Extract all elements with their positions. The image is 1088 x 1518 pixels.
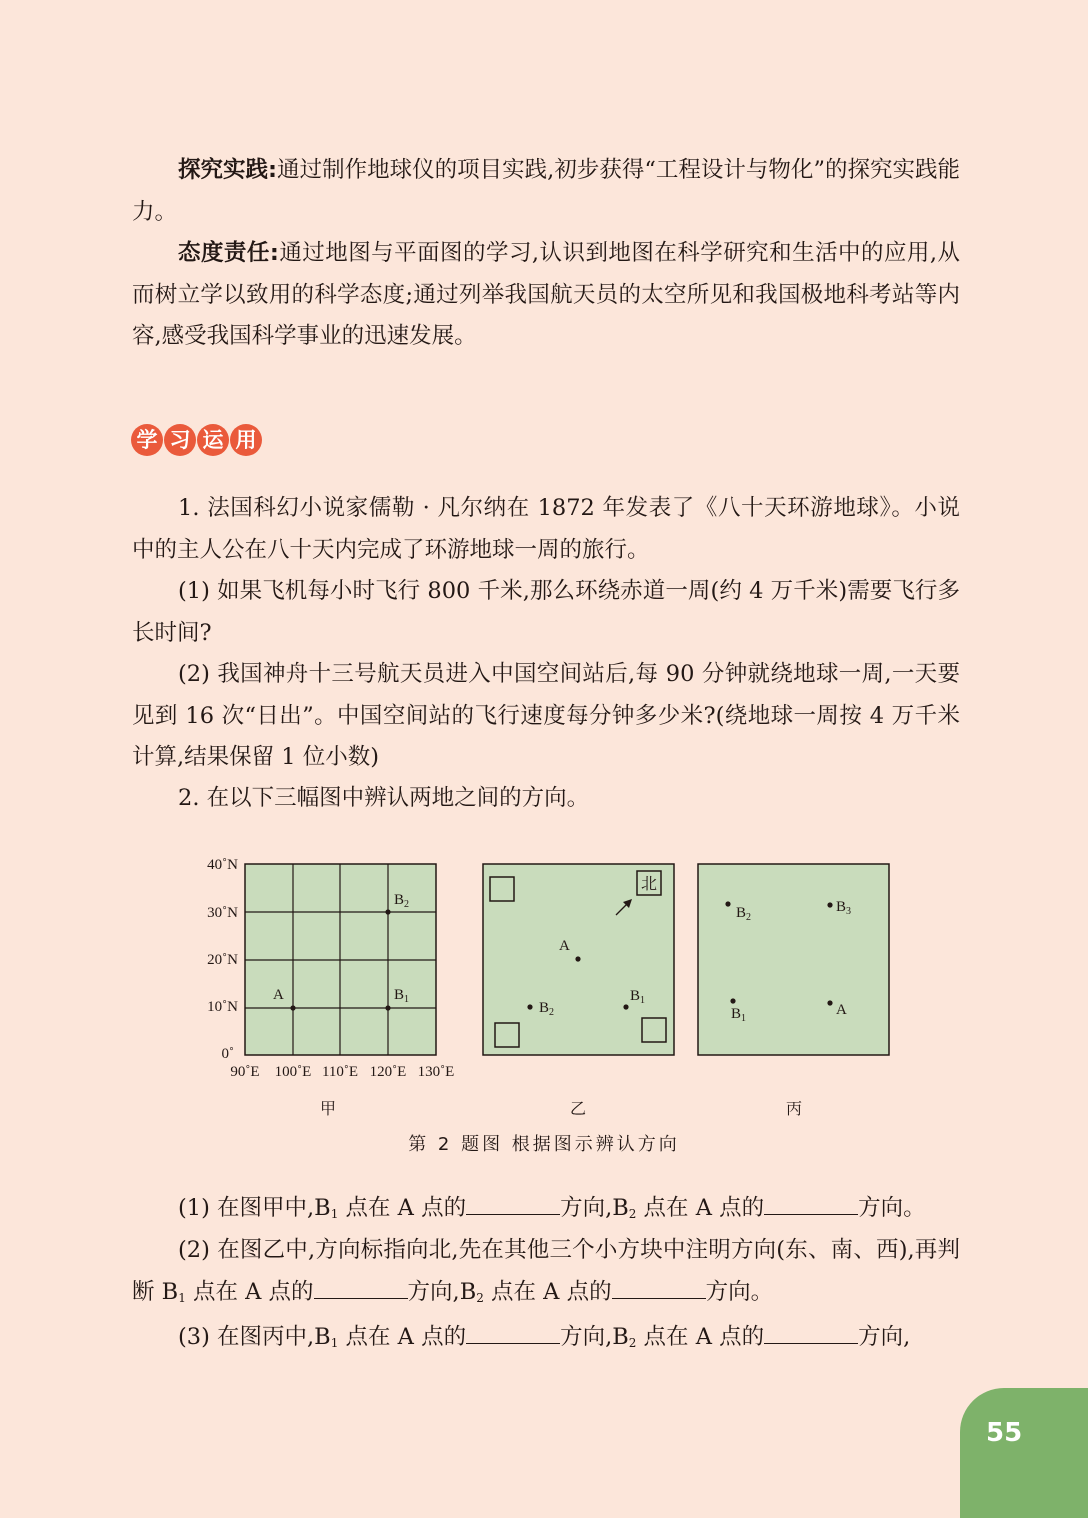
- question-1-part-1: (1) 如果飞机每小时飞行 800 千米,那么环绕赤道一周(约 4 万千米)需要飞行多长时间?: [132, 578, 960, 646]
- q2-p1-text: 点在 A 点的: [338, 1195, 467, 1221]
- north-label: 北: [640, 874, 658, 893]
- label-b: B: [394, 892, 405, 908]
- practice-title: 探究实践:: [178, 157, 278, 183]
- point-b2-yi: [527, 1004, 532, 1009]
- lat-label: 30˚N: [207, 905, 238, 921]
- point-b2-jia: [385, 909, 390, 914]
- panel-jia: [207, 857, 454, 1080]
- lon-label: 110˚E: [321, 1064, 359, 1080]
- section-heading-badge: [131, 424, 262, 456]
- q2-p2-text: 方向。: [705, 1278, 774, 1305]
- practice-text: 通过制作地球仪的项目实践,初步获得“工程设计与物化”的探究实践能力。: [132, 157, 960, 225]
- subscript: 1: [178, 1290, 186, 1305]
- answer-blank[interactable]: [764, 1192, 858, 1215]
- point-a-jia: [290, 1005, 295, 1010]
- q2-p2-text: 点在 A 点的: [483, 1278, 612, 1305]
- q2-p2-text: 方向,B: [407, 1278, 477, 1305]
- question-1-stem: 1. 法国科幻小说家儒勒 · 凡尔纳在 1872 年发表了《八十天环游地球》。小说中的主人公在八十天内完成了环游地球一周的旅行。: [132, 495, 960, 563]
- lat-label: 10˚N: [207, 999, 238, 1015]
- question-2-part-3: [132, 1317, 960, 1365]
- q2-p1-text: 方向。: [858, 1195, 926, 1221]
- lon-label: 90˚E: [230, 1064, 260, 1080]
- lon-label: 120˚E: [369, 1064, 407, 1080]
- q2-p3-text: 点在 A 点的: [636, 1324, 765, 1350]
- lat-label: 0˚: [221, 1046, 234, 1062]
- label-sub: 1: [640, 995, 646, 1006]
- label-a-yi: A: [559, 938, 570, 954]
- point-b1-jia: [385, 1005, 390, 1010]
- q2-p1-text: (1) 在图甲中,B: [178, 1195, 331, 1221]
- attitude-title: 态度责任:: [178, 240, 279, 266]
- label-b: B: [736, 905, 747, 921]
- q2-p2-text: 点在 A 点的: [185, 1278, 314, 1305]
- answer-blank[interactable]: [612, 1276, 706, 1299]
- answer-blank[interactable]: [314, 1276, 408, 1299]
- subscript: 1: [330, 1207, 339, 1221]
- label-a-bing: A: [836, 1002, 847, 1018]
- figure-svg: [0, 840, 1088, 1080]
- badge-char: 运: [197, 424, 229, 456]
- direction-figure: [0, 840, 1088, 1080]
- subscript: 2: [476, 1290, 484, 1305]
- q2-p3-text: 点在 A 点的: [338, 1324, 467, 1350]
- question-2-part-2: [132, 1230, 960, 1319]
- label-sub: 2: [404, 899, 410, 910]
- label-b: B: [731, 1006, 742, 1022]
- page-number: 55: [986, 1418, 1023, 1448]
- answer-blank[interactable]: [466, 1321, 560, 1344]
- figure-caption: 第 2 题图 根据图示辨认方向: [408, 1134, 680, 1155]
- lat-label: 40˚N: [207, 857, 238, 873]
- answer-blank[interactable]: [764, 1321, 858, 1344]
- label-sub: 3: [846, 906, 852, 917]
- badge-char: 用: [230, 424, 262, 456]
- answer-blank[interactable]: [466, 1192, 560, 1215]
- q2-p1-text: 方向,B: [560, 1195, 629, 1221]
- badge-char: 习: [164, 424, 196, 456]
- subscript: 2: [628, 1207, 637, 1221]
- subscript: 1: [330, 1336, 339, 1350]
- label-b: B: [539, 1000, 550, 1016]
- q2-p2-text: (2) 在图乙中,方向标指向北,先在其他三个小方块中注明方向(东、南、西),再判断 B: [132, 1237, 960, 1305]
- panel-label-bing: 丙: [786, 1099, 803, 1118]
- attitude-paragraph: [132, 233, 960, 358]
- label-b: B: [836, 899, 847, 915]
- lat-label: 20˚N: [207, 952, 238, 968]
- panel-label-yi: 乙: [570, 1099, 587, 1118]
- lon-label: 130˚E: [417, 1064, 455, 1080]
- subscript: 2: [628, 1336, 637, 1350]
- page-number-tab: [960, 1388, 1088, 1518]
- q2-p3-text: 方向,B: [560, 1324, 629, 1350]
- point-b1-yi: [623, 1004, 628, 1009]
- panel-bing: [698, 864, 889, 1055]
- point-a-yi: [575, 956, 580, 961]
- point-b1-bing: [730, 998, 735, 1003]
- label-sub: 1: [404, 994, 410, 1005]
- question-1-part-2: (2) 我国神舟十三号航天员进入中国空间站后,每 90 分钟就绕地球一周,一天要见到 16 次“日出”。中国空间站的飞行速度每分钟多少米?(绕地球一周按 4 万千米计算,结果保留 1 位小数): [132, 661, 960, 770]
- label-sub: 2: [549, 1007, 555, 1018]
- label-b: B: [394, 987, 405, 1003]
- panel-label-jia: 甲: [320, 1099, 337, 1118]
- lon-label: 100˚E: [274, 1064, 312, 1080]
- q2-p3-text: 方向,: [858, 1324, 911, 1350]
- label-sub: 1: [741, 1013, 747, 1024]
- attitude-text: 通过地图与平面图的学习,认识到地图在科学研究和生活中的应用,从而树立学以致用的科学态度;通过列举我国航天员的太空所见和我国极地科考站等内容,感受我国科学事业的迅速发展。: [132, 240, 961, 349]
- point-b2-bing: [725, 901, 730, 906]
- practice-paragraph: [132, 150, 960, 233]
- question-2-stem: 2. 在以下三幅图中辨认两地之间的方向。: [178, 785, 590, 811]
- panel-yi: [483, 864, 674, 1055]
- point-b3-bing: [827, 902, 832, 907]
- question-2-part-1: [132, 1188, 960, 1236]
- label-b: B: [630, 988, 641, 1004]
- label-sub: 2: [746, 912, 752, 923]
- label-a-jia: A: [273, 987, 284, 1003]
- point-a-bing: [827, 1000, 832, 1005]
- q2-p1-text: 点在 A 点的: [636, 1195, 765, 1221]
- badge-char: 学: [131, 424, 163, 456]
- q2-p3-text: (3) 在图丙中,B: [178, 1324, 331, 1350]
